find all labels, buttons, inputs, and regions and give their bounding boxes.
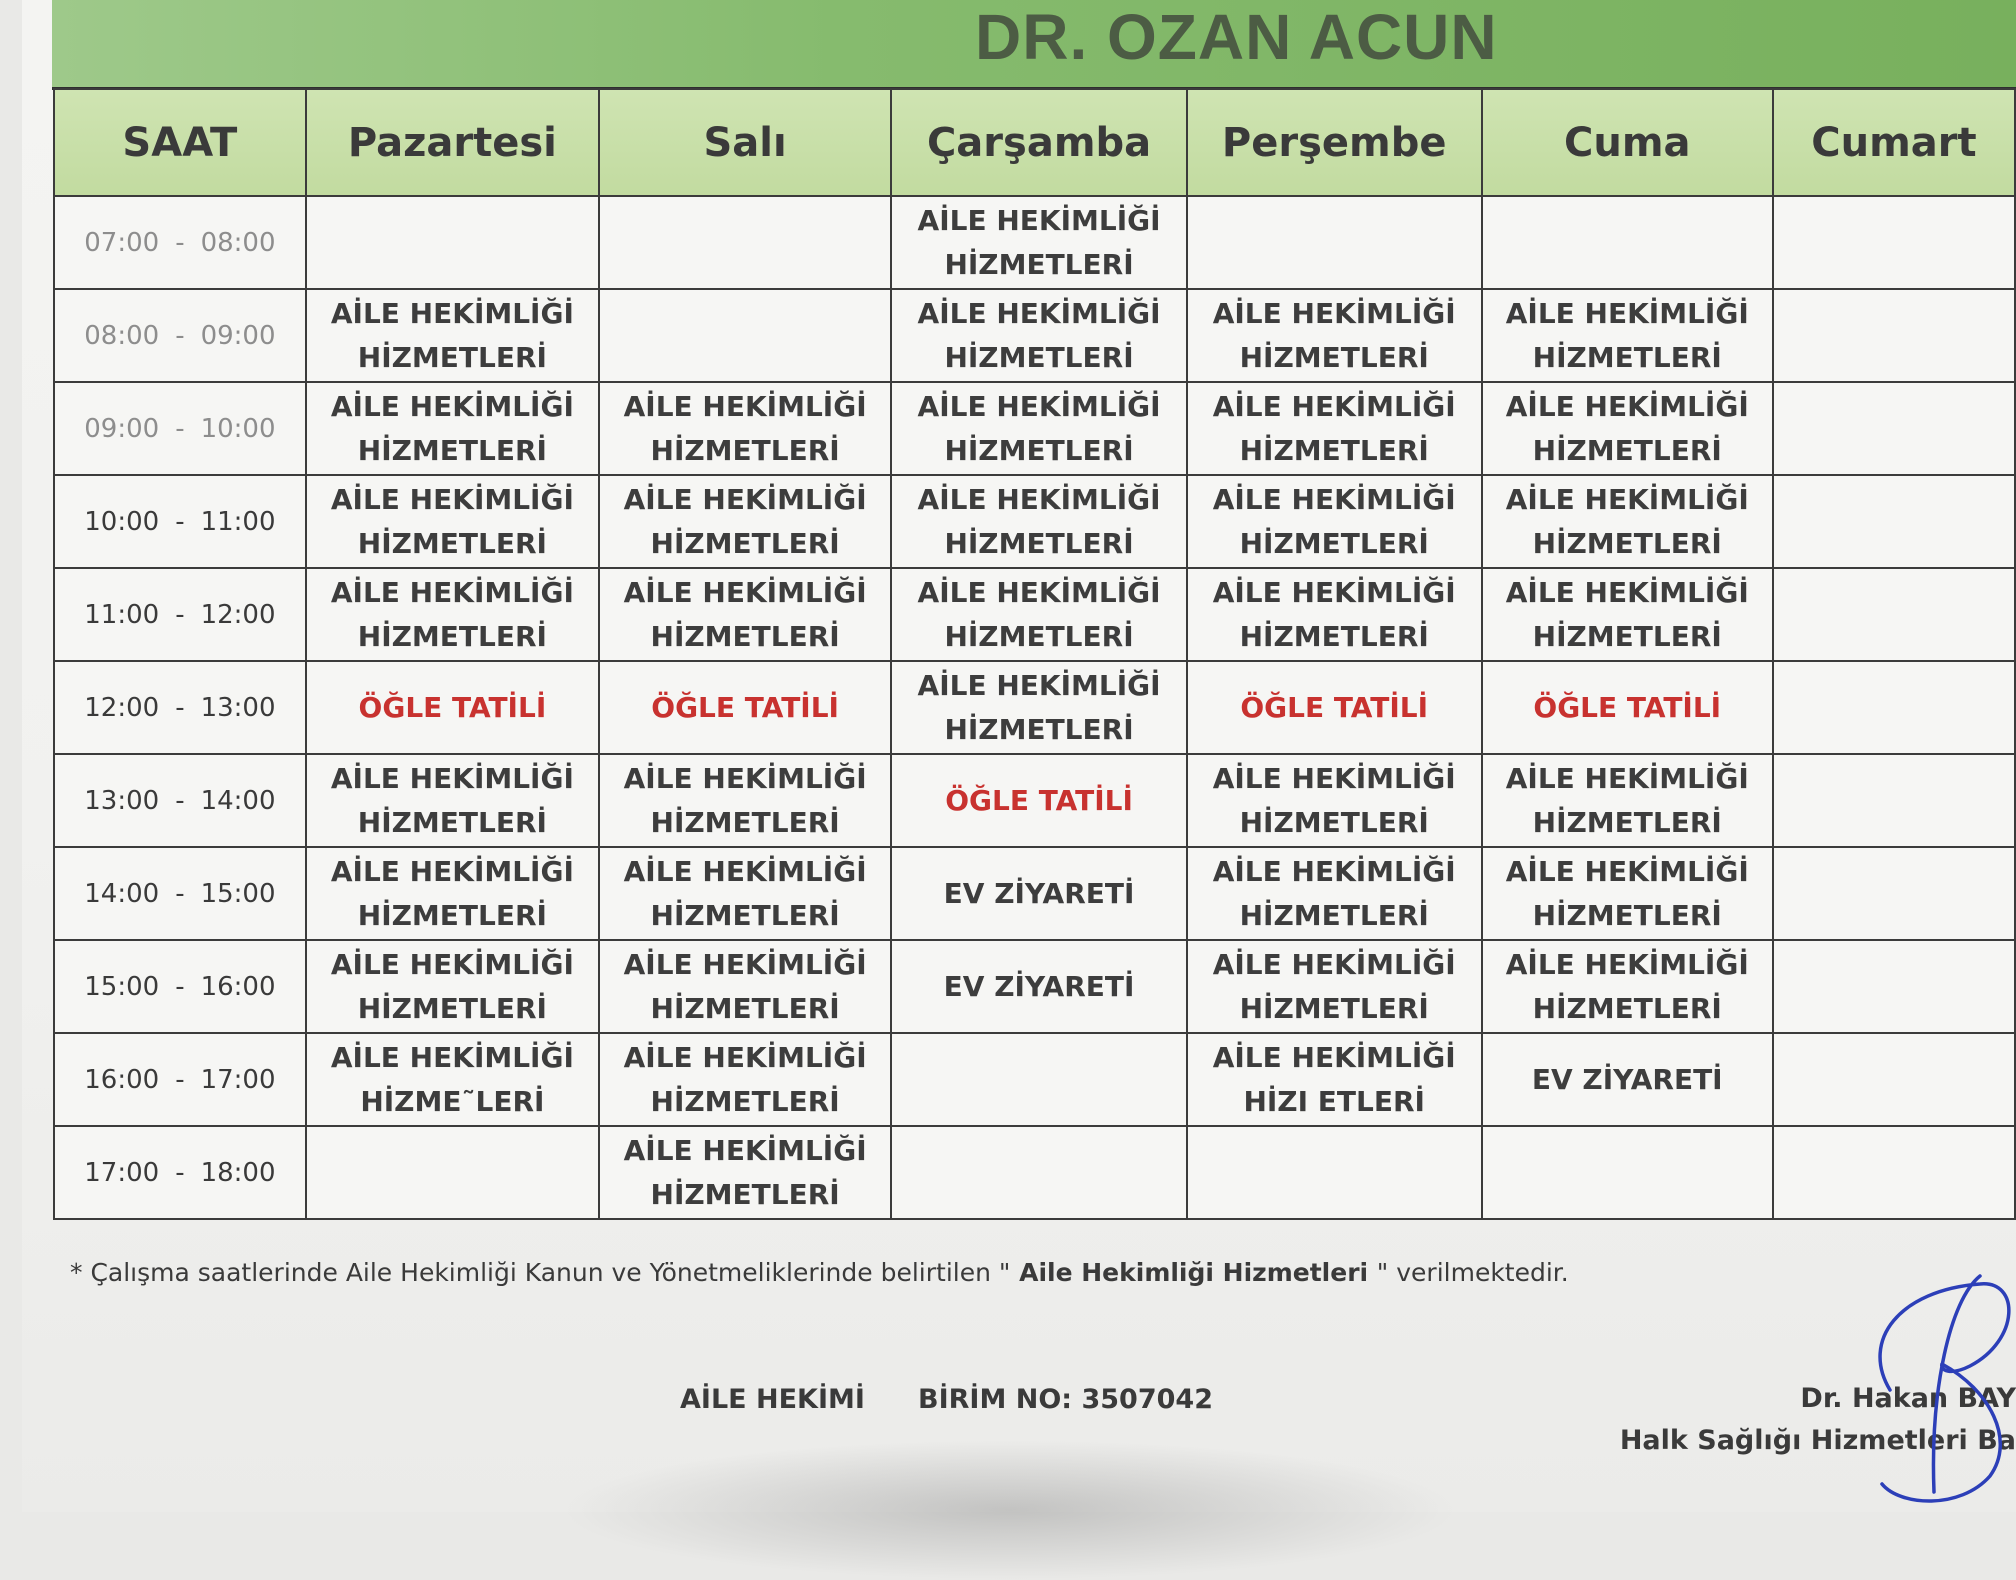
cell-cuma: AİLE HEKİMLİĞİ HİZMETLERİ [1482, 289, 1773, 382]
time-sep: - [175, 878, 185, 909]
footnote-text-before: Çalışma saatlerinde Aile Hekimliği Kanun ve Yönetmeliklerinde belirtilen " [82, 1258, 1011, 1287]
time-sep: - [175, 413, 185, 444]
cell-persembe: ÖĞLE TATİLİ [1187, 661, 1482, 754]
time-start: 11:00 [84, 599, 160, 630]
time-slot [54, 1033, 306, 1126]
time-slot [54, 568, 306, 661]
cell-cumartesi [1773, 289, 2015, 382]
time-slot [54, 196, 306, 289]
cell-persembe: AİLE HEKİMLİĞİ HİZI ETLERİ [1187, 1033, 1482, 1126]
footnote [70, 1258, 1569, 1287]
cell-persembe: AİLE HEKİMLİĞİ HİZMETLERİ [1187, 382, 1482, 475]
time-start: 17:00 [84, 1157, 160, 1188]
cell-cumartesi [1773, 1126, 2015, 1219]
table-row [54, 847, 2015, 940]
cell-pazartesi: AİLE HEKİMLİĞİ HİZMETLERİ [306, 289, 599, 382]
cell-sali: AİLE HEKİMLİĞİ HİZMETLERİ [599, 847, 891, 940]
cell-cumartesi [1773, 382, 2015, 475]
cell-persembe: AİLE HEKİMLİĞİ HİZMETLERİ [1187, 568, 1482, 661]
time-start: 15:00 [84, 971, 160, 1002]
time-start: 09:00 [84, 413, 160, 444]
schedule-table [53, 88, 2016, 1220]
time-sep: - [175, 785, 185, 816]
cell-sali: AİLE HEKİMLİĞİ HİZMETLERİ [599, 1033, 891, 1126]
table-row [54, 1126, 2015, 1219]
cell-persembe: AİLE HEKİMLİĞİ HİZMETLERİ [1187, 289, 1482, 382]
cell-carsamba: AİLE HEKİMLİĞİ HİZMETLERİ [891, 196, 1187, 289]
cell-cuma: EV ZİYARETİ [1482, 1033, 1773, 1126]
header-carsamba: Çarşamba [891, 89, 1187, 196]
table-row [54, 940, 2015, 1033]
time-end: 11:00 [200, 506, 276, 537]
header-cumartesi: Cumart [1773, 89, 2015, 196]
cell-cuma: AİLE HEKİMLİĞİ HİZMETLERİ [1482, 754, 1773, 847]
time-slot [54, 940, 306, 1033]
time-start: 13:00 [84, 785, 160, 816]
signer-title: Halk Sağlığı Hizmetleri Ba [1619, 1425, 2016, 1456]
cell-pazartesi: AİLE HEKİMLİĞİ HİZMETLERİ [306, 382, 599, 475]
cell-cumartesi [1773, 847, 2015, 940]
time-end: 10:00 [200, 413, 276, 444]
cell-cuma: AİLE HEKİMLİĞİ HİZMETLERİ [1482, 382, 1773, 475]
cell-persembe: AİLE HEKİMLİĞİ HİZMETLERİ [1187, 940, 1482, 1033]
time-sep: - [175, 506, 185, 537]
cell-pazartesi: AİLE HEKİMLİĞİ HİZMETLERİ [306, 568, 599, 661]
time-start: 16:00 [84, 1064, 160, 1095]
cell-sali: AİLE HEKİMLİĞİ HİZMETLERİ [599, 568, 891, 661]
cell-carsamba: AİLE HEKİMLİĞİ HİZMETLERİ [891, 382, 1187, 475]
time-end: 16:00 [200, 971, 276, 1002]
cell-cuma [1482, 1126, 1773, 1219]
cell-persembe [1187, 196, 1482, 289]
time-start: 14:00 [84, 878, 160, 909]
time-start: 12:00 [84, 692, 160, 723]
header-pazartesi: Pazartesi [306, 89, 599, 196]
cell-cumartesi [1773, 475, 2015, 568]
time-slot [54, 1126, 306, 1219]
time-sep: - [175, 692, 185, 723]
cell-cumartesi [1773, 754, 2015, 847]
time-sep: - [175, 1157, 185, 1188]
time-end: 17:00 [200, 1064, 276, 1095]
time-sep: - [175, 971, 185, 1002]
table-row [54, 289, 2015, 382]
footnote-text-bold: Aile Hekimliği Hizmetleri [1010, 1258, 1377, 1287]
cell-cuma: AİLE HEKİMLİĞİ HİZMETLERİ [1482, 940, 1773, 1033]
handwritten-signature [1830, 1270, 2016, 1512]
time-end: 14:00 [200, 785, 276, 816]
footnote-star: * [70, 1258, 83, 1287]
cell-persembe: AİLE HEKİMLİĞİ HİZMETLERİ [1187, 475, 1482, 568]
cell-cumartesi [1773, 661, 2015, 754]
header-cuma: Cuma [1482, 89, 1773, 196]
cell-carsamba [891, 1126, 1187, 1219]
page-title: DR. OZAN ACUN [975, 1, 1498, 73]
cell-cumartesi [1773, 940, 2015, 1033]
header-row [54, 89, 2015, 196]
time-end: 08:00 [200, 227, 276, 258]
table-row [54, 754, 2015, 847]
table-row [54, 475, 2015, 568]
cell-pazartesi: AİLE HEKİMLİĞİ HİZMETLERİ [306, 754, 599, 847]
time-start: 10:00 [84, 506, 160, 537]
time-slot [54, 382, 306, 475]
time-slot [54, 475, 306, 568]
cell-carsamba: AİLE HEKİMLİĞİ HİZMETLERİ [891, 568, 1187, 661]
cell-cuma [1482, 196, 1773, 289]
time-start: 07:00 [84, 227, 160, 258]
cell-sali: AİLE HEKİMLİĞİ HİZMETLERİ [599, 940, 891, 1033]
time-end: 18:00 [200, 1157, 276, 1188]
time-sep: - [175, 320, 185, 351]
cell-carsamba: AİLE HEKİMLİĞİ HİZMETLERİ [891, 289, 1187, 382]
time-end: 15:00 [200, 878, 276, 909]
cell-carsamba: AİLE HEKİMLİĞİ HİZMETLERİ [891, 475, 1187, 568]
cell-carsamba [891, 1033, 1187, 1126]
cell-pazartesi: AİLE HEKİMLİĞİ HİZMETLERİ [306, 847, 599, 940]
cell-pazartesi: AİLE HEKİMLİĞİ HİZME˜LERİ [306, 1033, 599, 1126]
cell-cumartesi [1773, 196, 2015, 289]
cell-cuma: AİLE HEKİMLİĞİ HİZMETLERİ [1482, 475, 1773, 568]
table-row [54, 382, 2015, 475]
footer-unit-number: BİRİM NO: 3507042 [918, 1384, 1213, 1415]
table-row [54, 196, 2015, 289]
time-slot [54, 661, 306, 754]
cell-persembe: AİLE HEKİMLİĞİ HİZMETLERİ [1187, 847, 1482, 940]
cell-pazartesi [306, 1126, 599, 1219]
cell-sali [599, 289, 891, 382]
time-slot [54, 289, 306, 382]
footnote-text-after: " verilmektedir. [1376, 1258, 1569, 1287]
cell-carsamba: ÖĞLE TATİLİ [891, 754, 1187, 847]
cell-persembe: AİLE HEKİMLİĞİ HİZMETLERİ [1187, 754, 1482, 847]
cell-cuma: AİLE HEKİMLİĞİ HİZMETLERİ [1482, 568, 1773, 661]
header-sali: Salı [599, 89, 891, 196]
time-slot [54, 847, 306, 940]
cell-cuma: ÖĞLE TATİLİ [1482, 661, 1773, 754]
time-end: 12:00 [200, 599, 276, 630]
time-end: 09:00 [200, 320, 276, 351]
cell-pazartesi: ÖĞLE TATİLİ [306, 661, 599, 754]
time-sep: - [175, 599, 185, 630]
cell-cumartesi [1773, 1033, 2015, 1126]
cell-carsamba: AİLE HEKİMLİĞİ HİZMETLERİ [891, 661, 1187, 754]
cell-carsamba: EV ZİYARETİ [891, 940, 1187, 1033]
cell-pazartesi [306, 196, 599, 289]
time-sep: - [175, 1064, 185, 1095]
cell-sali: AİLE HEKİMLİĞİ HİZMETLERİ [599, 475, 891, 568]
time-end: 13:00 [200, 692, 276, 723]
header-persembe: Perşembe [1187, 89, 1482, 196]
cell-sali: AİLE HEKİMLİĞİ HİZMETLERİ [599, 1126, 891, 1219]
cell-carsamba: EV ZİYARETİ [891, 847, 1187, 940]
time-slot [54, 754, 306, 847]
cell-persembe [1187, 1126, 1482, 1219]
table-row [54, 661, 2015, 754]
cell-sali: AİLE HEKİMLİĞİ HİZMETLERİ [599, 382, 891, 475]
table-row [54, 568, 2015, 661]
cell-cumartesi [1773, 568, 2015, 661]
time-start: 08:00 [84, 320, 160, 351]
cell-pazartesi: AİLE HEKİMLİĞİ HİZMETLERİ [306, 940, 599, 1033]
shadow-smudge [560, 1440, 1460, 1580]
time-sep: - [175, 227, 185, 258]
cell-sali: AİLE HEKİMLİĞİ HİZMETLERİ [599, 754, 891, 847]
header-saat: SAAT [54, 89, 306, 196]
table-row [54, 1033, 2015, 1126]
cell-sali [599, 196, 891, 289]
cell-sali: ÖĞLE TATİLİ [599, 661, 891, 754]
cell-pazartesi: AİLE HEKİMLİĞİ HİZMETLERİ [306, 475, 599, 568]
footer-role: AİLE HEKİMİ [680, 1384, 865, 1415]
cell-cuma: AİLE HEKİMLİĞİ HİZMETLERİ [1482, 847, 1773, 940]
signer-name: Dr. Hakan BAY [1800, 1383, 2016, 1414]
